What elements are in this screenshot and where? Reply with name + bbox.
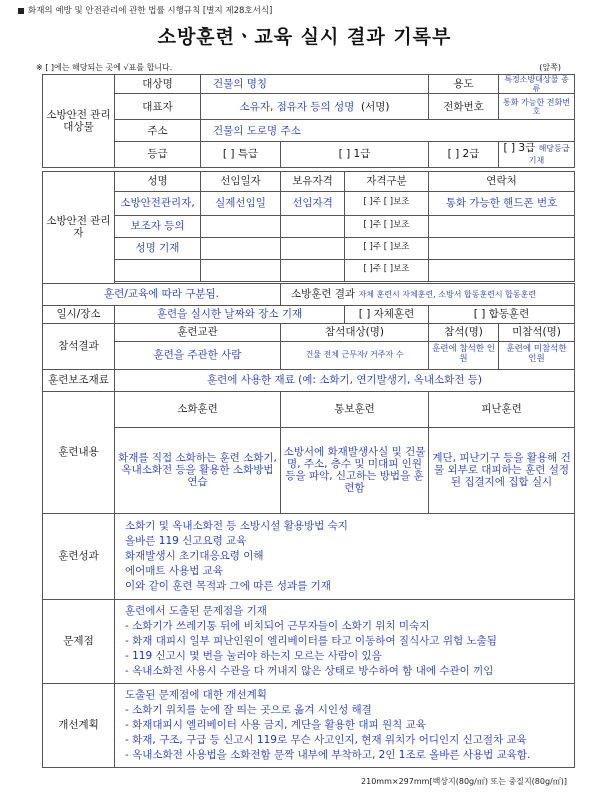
col-target-header: 참석대상(명) (281, 323, 429, 341)
col-present-header: 참석(명) (429, 323, 499, 341)
use-label: 용도 (429, 75, 499, 94)
list-item: - 소화기 위치를 눈에 잘 띄는 곳으로 옮겨 시인성 해결 (125, 703, 372, 716)
list-item: 올바른 119 신고요령 교육 (125, 534, 247, 547)
attend-label: 참석결과 (43, 323, 115, 369)
assistant-name-field[interactable]: 보조자 등의 (115, 215, 201, 237)
result-cell (281, 283, 575, 305)
improvement-plan-field[interactable] (115, 683, 575, 767)
col-name-header: 성명 (115, 171, 201, 191)
col-qual-header: 보유자격 (281, 171, 345, 191)
manager-name-field[interactable]: 소방안전관리자, (115, 191, 201, 215)
list-item: 훈련에서 도출된 문제점을 기재 (125, 604, 267, 617)
list-item: - 소화기가 쓰레기통 뒤에 비치되어 근무자들이 소화기 위치 미숙지 (125, 619, 430, 632)
col-fire-header: 소화훈련 (115, 391, 281, 427)
use-field[interactable]: 특정소방대상물 종류 (499, 75, 575, 94)
training-type-note: 훈련/교육에 따라 구분됨. (43, 283, 281, 305)
target-field[interactable]: 건물 전체 근무자/ 거주자 수 (281, 341, 429, 369)
grade-3-checkbox[interactable]: [ ] 3급 (503, 142, 536, 155)
place-field[interactable]: 훈련을 실시한 날짜와 장소 기재 (115, 305, 345, 323)
qual-field-4[interactable] (281, 259, 345, 281)
result-label-cell: 훈련성과 (43, 513, 115, 599)
name-note-field[interactable]: 성명 기재 (115, 237, 201, 259)
sign-label: (서명) (361, 100, 390, 113)
grade-2-checkbox[interactable]: [ ] 2급 (429, 142, 499, 167)
grade-note: 해당등급 기재 (528, 144, 570, 166)
material-label: 훈련보조재료 (43, 369, 115, 391)
qual-field-2[interactable] (281, 215, 345, 237)
fire-training-field[interactable]: 화재를 직접 소화하는 훈련 소화기, 옥내소화전 등을 활용한 소화방법 연습 (115, 427, 281, 513)
list-item: - 화재, 구조, 구급 등 신고시 119로 무슨 사고인지, 현재 위치가 어디인지 신고절차 교육 (125, 733, 527, 746)
grade-label: 등급 (115, 142, 201, 167)
self-training-checkbox[interactable]: [ ] 자체훈련 (345, 305, 429, 323)
date-field-4[interactable] (201, 259, 281, 281)
col-instructor-header: 훈련교관 (115, 323, 281, 341)
manager-date-field[interactable]: 실제선임일 (201, 191, 281, 215)
col-contact-header: 연락처 (429, 171, 575, 191)
col-report-header: 통보훈련 (281, 391, 429, 427)
contact-field-4[interactable] (429, 259, 575, 281)
list-item: - 119 신고시 몇 번을 눌러야 하는지 모르는 사람이 있음 (125, 649, 382, 662)
training-results-field[interactable] (115, 513, 575, 599)
rep-label: 대표자 (115, 94, 201, 120)
rep-cell (201, 94, 429, 120)
absent-field[interactable]: 훈련에 미참석한 인원 (499, 341, 575, 369)
header-text: 화재의 예방 및 안전관리에 관한 법률 시행규칙 [별지 제28호서식] (28, 6, 273, 16)
date-field-2[interactable] (201, 215, 281, 237)
type-checkbox-3[interactable]: [ ]주 [ ]보조 (345, 237, 429, 259)
material-field[interactable]: 훈련에 사용한 재료 (예: 소화기, 연기발생기, 옥내소화전 등) (115, 369, 575, 391)
instructor-field[interactable]: 훈련을 주관한 사람 (115, 341, 281, 369)
grade-special-checkbox[interactable]: [ ] 특급 (201, 142, 281, 167)
plan-label-cell: 개선계획 (43, 683, 115, 767)
col-type-header: 자격구분 (345, 171, 429, 191)
list-item: 도출된 문제점에 대한 개선계획 (125, 688, 267, 701)
report-training-field[interactable]: 소방서에 화재발생사실 및 건물명, 주소, 층수 및 미대피 인원 등을 파악, 신고하는 방법을 훈련함 (281, 427, 429, 513)
problems-field[interactable] (115, 599, 575, 683)
list-item: - 화재 대피시 일부 피난인원이 엘리베이터를 타고 이동하여 질식사고 위험 노출됨 (125, 634, 497, 647)
col-date-header: 선임일자 (201, 171, 281, 191)
section-building-label: 소방안전 관리대상물 (43, 75, 115, 168)
contact-field-2[interactable] (429, 215, 575, 237)
manager-qual-field[interactable]: 선임자격 (281, 191, 345, 215)
type-checkbox-1[interactable]: [ ]주 [ ]보조 (345, 191, 429, 215)
list-item: - 화재대피시 엘리베이터 사용 금지, 계단을 활용한 대피 원칙 교육 (125, 718, 426, 731)
grade-1-checkbox[interactable]: [ ] 1급 (281, 142, 429, 167)
form-table (42, 74, 575, 768)
result-note: 자체 훈련시 자체훈련, 소방서 합동훈련시 합동훈련 (358, 289, 537, 299)
addr-field[interactable]: 건물의 도로명 주소 (201, 120, 575, 142)
col-absent-header: 미참석(명) (499, 323, 575, 341)
rep-field[interactable]: 소유자, 점유자 등의 성명 (239, 100, 355, 113)
target-name-field[interactable]: 건물의 명칭 (201, 75, 429, 94)
list-item: 화재발생시 초기대응요령 이해 (125, 549, 264, 562)
contact-field[interactable]: 통화 가능한 핸드폰 번호 (429, 191, 575, 215)
type-checkbox-2[interactable]: [ ]주 [ ]보조 (345, 215, 429, 237)
phone-label: 전화번호 (429, 94, 499, 120)
result-label: 소방훈련 결과 (291, 287, 356, 300)
list-item: - 옥내소화전 사용시 수관을 다 꺼내지 않은 상태로 방수하여 함 내에 수관이 끼임 (125, 664, 494, 677)
page-title: 소방훈련ㆍ교육 실시 결과 기록부 (157, 26, 452, 48)
content-label: 훈련내용 (43, 391, 115, 513)
type-checkbox-4[interactable]: [ ]주 [ ]보조 (345, 259, 429, 281)
place-label: 일시/장소 (43, 305, 115, 323)
grade-3-cell (499, 142, 575, 167)
phone-field[interactable]: 통화 가능한 전화번호 (499, 94, 575, 120)
target-name-label: 대상명 (115, 75, 201, 94)
form-header (18, 4, 272, 16)
record-form (42, 74, 574, 768)
joint-training-checkbox[interactable]: [ ] 합동훈련 (429, 305, 575, 323)
paper-spec: 210mm×297mm[백상지(80g/㎡) 또는 중질지(80g/㎡)] (361, 777, 567, 786)
present-field[interactable]: 훈련에 참석한 인원 (429, 341, 499, 369)
list-item: 소화기 및 옥내소화전 등 소방시설 활용방법 숙지 (125, 519, 348, 532)
contact-field-3[interactable] (429, 237, 575, 259)
page-mark: (앞쪽) (539, 63, 561, 72)
problem-label-cell: 문제점 (43, 599, 115, 683)
list-item: 에어매트 사용법 교육 (125, 564, 223, 577)
list-item: 이와 같이 훈련 목적과 그에 따른 성과를 기재 (125, 579, 331, 592)
section-manager-label: 소방안전 관리자 (43, 171, 115, 283)
col-evac-header: 피난훈련 (429, 391, 575, 427)
evac-training-field[interactable]: 계단, 피난기구 등을 활용해 건물 외부로 대피하는 훈련 설정된 집결지에 집합 실시 (429, 427, 575, 513)
check-note: ※ [ ]에는 해당되는 곳에 √표를 합니다. (36, 63, 173, 72)
list-item: - 옥내소화전 사용법을 소화전함 문짝 내부에 부착하고, 2인 1조로 올바른 사용법 교육함. (125, 748, 531, 761)
addr-label: 주소 (115, 120, 201, 142)
name-field-4[interactable] (115, 259, 201, 281)
square-bullet-icon (18, 8, 24, 14)
qual-field-3[interactable] (281, 237, 345, 259)
date-field-3[interactable] (201, 237, 281, 259)
